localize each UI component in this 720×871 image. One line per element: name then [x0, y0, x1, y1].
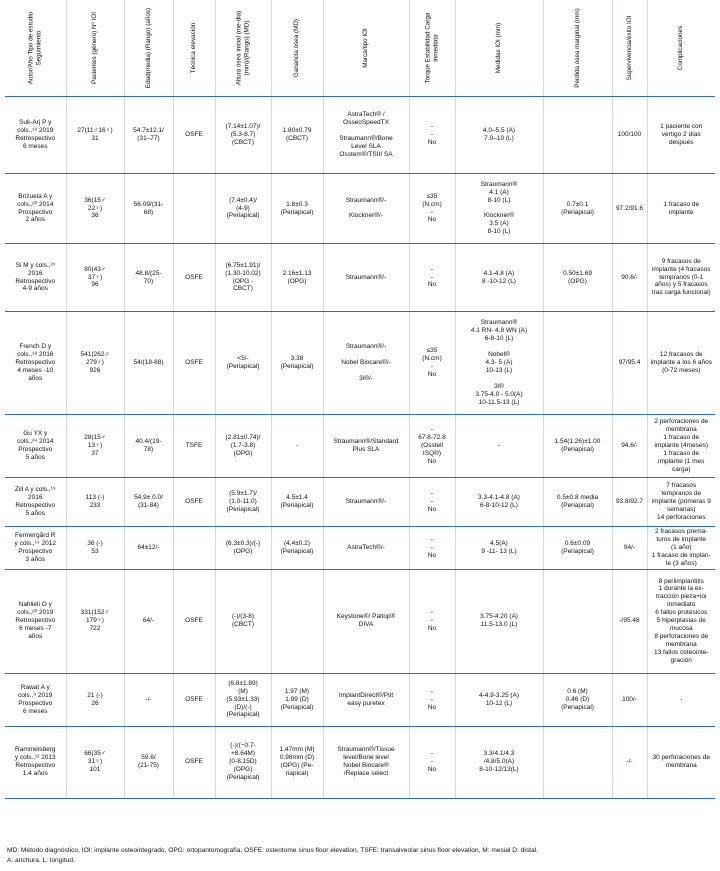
cell-age: [124, 673, 173, 726]
cell-loss: [543, 478, 612, 527]
cell-loss: [543, 415, 612, 478]
cell-age: [124, 726, 173, 798]
cell-text: 100/100: [617, 131, 642, 139]
header-bone-loss: Pérdida ósea marginal (mm): [543, 0, 612, 97]
cell-text: 3.38 (Periapical): [280, 355, 314, 370]
table-row: [5, 527, 715, 570]
cell-author: [5, 569, 66, 673]
cell-text: 9 fracasos de implante (4 fracasos tempranos (0-1 años) y 5 fracasos tras carga funcional): [651, 257, 711, 297]
cell-text: 1.80±0.79 (CBCT): [282, 127, 312, 142]
cell-text: 56.09/(31- 68): [133, 200, 164, 216]
header-bone-height: Altura ósea inicial (me-dia) (mm)/(Rango) (MD): [215, 0, 271, 97]
cell-age: [124, 569, 173, 673]
cell-text: 100/-: [622, 695, 637, 703]
cell-text: 0.5±0.8 media (Periapical): [556, 494, 599, 509]
cell-text: -: [680, 695, 683, 703]
cell-loss: [543, 726, 612, 798]
cell-text: Straumann®/-: [345, 498, 387, 506]
table-row: [5, 569, 715, 673]
cell-complications: [647, 312, 715, 415]
cell-text: Rawat A y cols.,⁹ 2019 Prospectivo 6 meses: [18, 683, 53, 715]
cell-loss: [543, 97, 612, 174]
cell-text: Zill A y cols.,¹⁹ 2016 Retrospectivo 5 años: [14, 486, 56, 517]
header-age: Edad(media) (Rango) (años): [124, 0, 173, 97]
cell-text: 331(152♂ 179♀) 722: [80, 609, 110, 633]
cell-gain: [271, 97, 323, 174]
cell-text: 8 periimplantitis 1 durante la ex- tracción pieza+ioi inmediato 6 fallos protésicos 5 hiperplasias de mucosa 8 perforaciones de membrana 13 fallos osteointe- gración: [653, 577, 709, 664]
cell-text: - 67.8-72.8 (Osstell ISQ®) No: [418, 426, 446, 465]
cell-patients: [66, 673, 124, 726]
cell-torque: [409, 312, 455, 415]
cell-text: 97/95.4: [618, 359, 641, 367]
cell-text: (6.75±1.91)/ (1.30-10.02) (OPG - CBCT): [225, 261, 261, 293]
cell-text: ≤35 (N.cm) - No: [422, 192, 442, 224]
cell-brand: [323, 415, 409, 478]
cell-text: OSFE: [185, 695, 203, 703]
cell-gain: [271, 244, 323, 312]
cell-survival: [612, 673, 647, 726]
cell-text: - - No: [427, 687, 437, 711]
cell-text: 4-4.9-3.25 (A) 10-12 (L): [478, 691, 520, 707]
cell-complications: [647, 174, 715, 244]
cell-height: [215, 478, 271, 527]
cell-author: [5, 97, 66, 174]
cell-text: -/-: [626, 758, 633, 766]
cell-text: 2.16±1.13 (OPG): [282, 269, 312, 285]
cell-height: [215, 415, 271, 478]
cell-age: [124, 97, 173, 174]
cell-text: -/-: [145, 695, 152, 703]
cell-text: 12 fracasos de implante a los 6 años (0-72 meses): [650, 351, 712, 374]
header-author: Autor/Año Tipo de estudio Seguimiento: [5, 0, 66, 97]
cell-age: [124, 527, 173, 570]
cell-text: ImplantDirect®/Pitt easy puretex: [338, 691, 394, 707]
cell-age: [124, 312, 173, 415]
cell-text: 1.47mm (M) 0.98mm (D) (OPG) (Pe- riapical): [279, 746, 315, 778]
cell-text: OSFE: [185, 359, 203, 367]
footnote-line: MD: Método diagnóstico, IOI: implante osteointegrado, OPG: ortopantomografía, OSFE: osteotome sinus floor elevation, TSFE: transalveolar sinus floor elevation, M: mesial D: distal.: [7, 847, 538, 854]
cell-loss: [543, 569, 612, 673]
header-patients: Pacientes (género) Nº IOI: [66, 0, 124, 97]
cell-gain: [271, 527, 323, 570]
cell-text: Gu YX y cols.,²⁴ 2014 Prospectivo 5 años: [17, 430, 54, 461]
header-measures: Medidas IOI (mm): [455, 0, 543, 97]
header-bone-gain: Ganancia ósea (MD): [271, 0, 323, 97]
cell-text: 66(35♂ 31♀) 101: [84, 750, 106, 774]
cell-text: 2 fracasos prema- turos de implante (1 año) 1 fracaso de implan- te (3 años): [651, 528, 711, 567]
cell-text: 1 paciente con vértigo 2 días después: [660, 123, 703, 146]
cell-text: (5.9±1.7)/ (1.0-11.0) (Periapical): [226, 490, 260, 513]
cell-text: AstraTech® / OsseoSpeedTX Straumann®/Bone Level SLA Osstem®/TSIII SA: [339, 111, 393, 158]
cell-survival: [612, 97, 647, 174]
cell-brand: [323, 97, 409, 174]
cell-age: [124, 174, 173, 244]
cell-text: 3.75-4.20 (A) 11.5-13.0 (L): [480, 613, 518, 629]
cell-technique: [173, 244, 215, 312]
cell-technique: [173, 312, 215, 415]
cell-complications: [647, 527, 715, 570]
cell-text: Keystone®/ Paltop® DIVA: [336, 613, 396, 629]
table-row: [5, 97, 715, 174]
cell-technique: [173, 415, 215, 478]
cell-text: 94/-: [623, 543, 636, 551]
cell-text: 94.6/-: [621, 442, 638, 450]
cell-text: (7.14±1.07)/ (5.3-8.7) (CBCT): [225, 123, 261, 146]
cell-author: [5, 478, 66, 527]
cell-survival: [612, 726, 647, 798]
cell-text: AstraTech®/-: [347, 543, 385, 551]
cell-text: 4.5±1.4 (Periapical): [280, 494, 314, 509]
cell-torque: [409, 478, 455, 527]
cell-measures: [455, 415, 543, 478]
cell-patients: [66, 726, 124, 798]
cell-measures: [455, 174, 543, 244]
cell-text: (6.8±1.89) (M) (5.93±1.33) (D)/(-) (Periapical): [226, 679, 260, 719]
table-row: [5, 415, 715, 478]
cell-patients: [66, 415, 124, 478]
cell-text: Rammelsberg y cols.,¹² 2013 Retrospectivo 1.4 años: [14, 746, 56, 778]
cell-text: Straumann®/Standard Plus SLA: [333, 438, 399, 453]
table-row: [5, 673, 715, 726]
cell-author: [5, 527, 66, 570]
cell-loss: [543, 174, 612, 244]
cell-text: Straumann®/- Klockner®/-: [345, 196, 387, 220]
cell-text: 64/-: [142, 617, 155, 625]
cell-text: - - No: [427, 535, 437, 559]
cell-torque: [409, 97, 455, 174]
cell-text: 21 (-) 26: [87, 691, 103, 707]
cell-complications: [647, 478, 715, 527]
cell-text: 4.5(A) 9 -11- 13 (L): [481, 539, 517, 555]
cell-author: [5, 415, 66, 478]
cell-loss: [543, 312, 612, 415]
cell-text: 97.2/91.6: [615, 204, 644, 212]
cell-measures: [455, 673, 543, 726]
cell-patients: [66, 244, 124, 312]
cell-text: 113 (-) 233: [85, 494, 105, 509]
cell-text: - - No: [427, 265, 437, 289]
cell-text: 30 perforaciones de membrana: [652, 754, 710, 770]
cell-torque: [409, 527, 455, 570]
cell-torque: [409, 673, 455, 726]
cell-text: Suk-Arj P y cols.,¹⁶ 2019 Retrospectivo 6 meses: [15, 119, 56, 150]
cell-text: 3.3/4.1/4.3 /4.8/5.0(A) 8-10-12/13(L): [479, 750, 519, 774]
cell-text: 59.6/ (21-75): [138, 754, 159, 770]
cell-text: 1.97 (M) 1.99 (D) (Periapical): [280, 687, 314, 711]
cell-text: - - No: [427, 750, 437, 774]
cell-patients: [66, 97, 124, 174]
cell-text: 4.1-4.8 (A) 8 -10-12 (L): [482, 269, 516, 285]
cell-text: (7.4±0.4)/ (4-9) (Periapical): [226, 196, 260, 220]
cell-text: 2 perforaciones de membrana 1 fracaso de implante (4meses) 1 fracaso de implante (1 mes carga): [654, 418, 709, 473]
cell-text: 54/(18-88): [133, 359, 164, 367]
cell-brand: [323, 569, 409, 673]
cell-text: 1 fracaso de implante: [663, 200, 700, 216]
cell-text: <5/- (Periapical): [226, 355, 260, 370]
cell-text: - - No: [427, 609, 437, 633]
cell-brand: [323, 478, 409, 527]
cell-text: ≤35 (N.cm) - No: [422, 347, 442, 378]
cell-measures: [455, 527, 543, 570]
cell-text: - - No: [427, 490, 437, 513]
cell-text: Straumann®/Tissue level/Bone level Nobel Biocare® /Replace select: [337, 746, 395, 778]
table-row: [5, 478, 715, 527]
cell-height: [215, 312, 271, 415]
cell-text: Brizuela A y cols.,²⁰ 2014 Prospectivo 2 años: [17, 192, 54, 224]
cell-text: OSFE: [185, 758, 203, 766]
cell-survival: [612, 478, 647, 527]
header-torque: Torque Estabilidad Carga inmediata: [409, 0, 455, 97]
cell-measures: [455, 478, 543, 527]
cell-height: [215, 726, 271, 798]
cell-brand: [323, 726, 409, 798]
cell-gain: [271, 478, 323, 527]
cell-text: Straumann®/-: [345, 273, 387, 281]
cell-measures: [455, 569, 543, 673]
header-technique: Técnica elevación: [173, 0, 215, 97]
cell-text: 54.9± 0.0/ (31-84): [134, 494, 163, 509]
header-brand: Marca/tipo IOI: [323, 0, 409, 97]
cell-age: [124, 415, 173, 478]
cell-brand: [323, 312, 409, 415]
cell-height: [215, 673, 271, 726]
cell-text: OSFE: [185, 131, 203, 139]
cell-text: 541(262♂ 279♀) 926: [80, 351, 110, 374]
cell-text: -: [497, 442, 501, 450]
cell-text: 0.6 (M) 0.46 (D) (Periapical): [561, 687, 594, 711]
cell-technique: [173, 673, 215, 726]
cell-gain: [271, 312, 323, 415]
cell-text: -/95.48: [619, 617, 640, 625]
cell-torque: [409, 415, 455, 478]
cell-text: 0.6±0.09 (Periapical): [561, 539, 594, 555]
table-row: [5, 174, 715, 244]
cell-measures: [455, 244, 543, 312]
cell-complications: [647, 415, 715, 478]
cell-patients: [66, 569, 124, 673]
cell-age: [124, 244, 173, 312]
cell-measures: [455, 97, 543, 174]
cell-text: 1.8±0.3 (Periapical): [280, 200, 314, 216]
cell-text: 27(11♂16♀) 31: [77, 127, 113, 142]
cell-text: (-)/(3-8) (CBCT): [231, 613, 255, 629]
table-row: [5, 244, 715, 312]
cell-text: 0.50±1.69 (OPG): [563, 269, 592, 285]
cell-technique: [173, 174, 215, 244]
cell-text: (2.81±0.74)/ (1.7-3.8) (OPG): [225, 434, 261, 457]
cell-text: (-)/(−0.7- +8.64M) (0-8.15D) (OPG) (Periapical): [226, 742, 260, 781]
cell-text: French D y cols.,¹⁸ 2016 Retrospectivo 4 meses -10 años: [15, 343, 56, 382]
header-row: [5, 0, 715, 97]
cell-text: 28(15♂ 13♀) 37: [84, 434, 106, 457]
table-footnote: [7, 846, 713, 865]
cell-survival: [612, 527, 647, 570]
cell-text: 40.4/(19- 78): [135, 438, 162, 453]
cell-technique: [173, 527, 215, 570]
cell-text: 54.7±12.1/ (31–77): [133, 127, 164, 142]
cell-gain: [271, 726, 323, 798]
cell-text: OSFE: [185, 273, 203, 281]
cell-loss: [543, 527, 612, 570]
header-complications: Complicaciones: [647, 0, 715, 97]
cell-survival: [612, 312, 647, 415]
cell-technique: [173, 478, 215, 527]
cell-height: [215, 174, 271, 244]
cell-measures: [455, 312, 543, 415]
cell-text: Straumann® 4.1 RN- 4.8 WN (A) 6-8-10 (L) Nobel® 4.3- 5 (A) 10-13 (L) 3i® 3.75-4.0 - 5.0(A) 10-11.5-13 (L): [470, 319, 528, 406]
cell-author: [5, 312, 66, 415]
cell-brand: [323, 174, 409, 244]
cell-patients: [66, 174, 124, 244]
cell-author: [5, 174, 66, 244]
cell-brand: [323, 244, 409, 312]
cell-text: 64±12/-: [137, 543, 160, 551]
cell-loss: [543, 244, 612, 312]
cell-torque: [409, 244, 455, 312]
cell-text: 0.7±0.1 (Periapical): [561, 200, 594, 216]
cell-height: [215, 569, 271, 673]
cell-text: Nahlieli O y cols.,²⁰ 2019 Retrospectivo 6 meses -7 años: [15, 601, 56, 640]
cell-survival: [612, 569, 647, 673]
cell-technique: [173, 97, 215, 174]
cell-patients: [66, 527, 124, 570]
cell-text: 1.54(1.26)±1.00 (Periapical): [554, 438, 601, 453]
cell-text: - - No: [427, 123, 437, 146]
cell-text: 80(43♂ 37♀) 96: [84, 265, 106, 289]
cell-survival: [612, 415, 647, 478]
cell-age: [124, 478, 173, 527]
cell-text: 48.8/(25- 70): [135, 269, 162, 285]
cell-text: Straumann®/- Nobel Biocare®/- 3i®/-: [341, 343, 391, 382]
cell-text: -: [295, 442, 299, 450]
cell-brand: [323, 673, 409, 726]
cell-text: Fermergård R y cols.,¹⁴ 2012 Prospectivo 3 años: [14, 531, 56, 563]
cell-complications: [647, 726, 715, 798]
cell-complications: [647, 673, 715, 726]
footnote-line: A: anchura. L: longitud.: [7, 856, 75, 864]
cell-torque: [409, 174, 455, 244]
cell-brand: [323, 527, 409, 570]
cell-text: Straumann® 4.1 (A) 8-10 (L) Klockner® 3.5 (A) 8-10 (L): [480, 180, 518, 236]
cell-gain: [271, 415, 323, 478]
cell-torque: [409, 726, 455, 798]
cell-gain: [271, 673, 323, 726]
cell-text: 36(15♂ 22♀) 36: [84, 196, 106, 220]
cell-survival: [612, 244, 647, 312]
cell-text: 90.6/-: [621, 273, 638, 281]
cell-torque: [409, 569, 455, 673]
table-row: [5, 312, 715, 415]
cell-text: (4.4±0.2) (Periapical): [280, 539, 314, 555]
cell-patients: [66, 478, 124, 527]
cell-text: TSFE: [185, 442, 203, 450]
cell-technique: [173, 569, 215, 673]
cell-patients: [66, 312, 124, 415]
cell-text: (6.3±0.3)/(-) (OPG): [225, 539, 261, 555]
cell-text: 93.8/92.7: [615, 498, 644, 506]
cell-height: [215, 244, 271, 312]
header-survival: Supervivencia/éxito IOI: [612, 0, 647, 97]
cell-complications: [647, 244, 715, 312]
cell-height: [215, 97, 271, 174]
studies-table: [5, 0, 715, 799]
table-row: [5, 726, 715, 798]
cell-survival: [612, 174, 647, 244]
cell-text: OSFE: [185, 617, 203, 625]
cell-technique: [173, 726, 215, 798]
cell-author: [5, 726, 66, 798]
cell-text: 7 fracasos tempranos de implante (primeras 9 semanas) 14 perforaciones: [651, 482, 711, 521]
cell-text: 4.0–5.5 (A) 7.0–10 (L): [482, 127, 516, 142]
cell-author: [5, 673, 66, 726]
cell-text: Si M y cols.,²³ 2016 Retrospectivo 4-9 años: [15, 261, 56, 293]
cell-author: [5, 244, 66, 312]
cell-gain: [271, 174, 323, 244]
cell-text: OSFE: [185, 498, 203, 506]
cell-measures: [455, 726, 543, 798]
cell-complications: [647, 569, 715, 673]
cell-height: [215, 527, 271, 570]
cell-complications: [647, 97, 715, 174]
cell-text: 3.3-4.1-4.8 (A) 6-8-10-12 (L): [478, 494, 520, 509]
cell-text: 36 (-) 53: [87, 539, 103, 555]
cell-gain: [271, 569, 323, 673]
cell-loss: [543, 673, 612, 726]
